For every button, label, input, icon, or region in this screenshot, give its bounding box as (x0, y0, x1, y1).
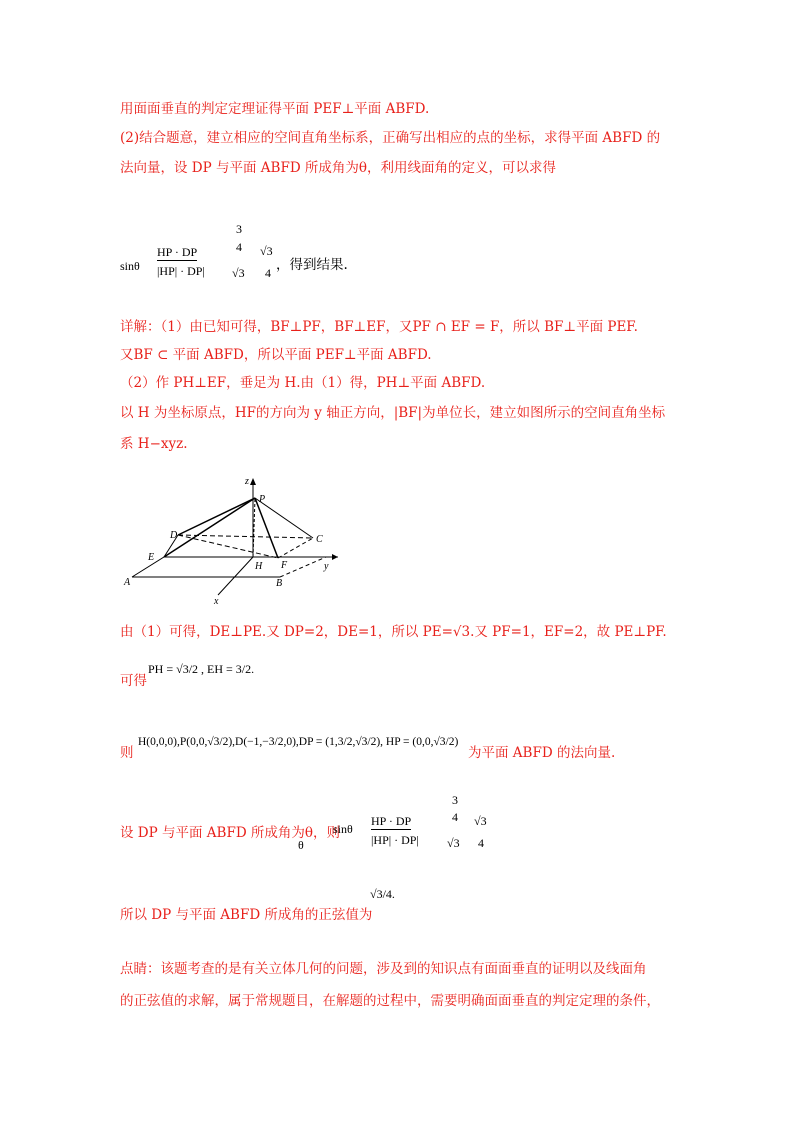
label-y: y (324, 561, 329, 572)
text-line-3: 法向量，设 DP 与平面 ABFD 所成角为θ，利用线面角的定义，可以求得 (120, 160, 557, 176)
label-H: H (255, 561, 263, 572)
theta-sub: θ (298, 838, 304, 852)
text-line-2: (2)结合题意，建立相应的空间直角坐标系，正确写出相应的点的坐标，求得平面 ABFD 的 (120, 130, 661, 146)
formula2-3: 3 (452, 793, 458, 807)
formula2-sqrt3: √3 (447, 836, 460, 850)
formula2-numerator: HP · DP (371, 814, 412, 828)
label-z: z (245, 476, 249, 487)
formula-sqrt3-b: √3 (260, 244, 273, 258)
formula-tail: ，得到结果. (276, 257, 348, 273)
label-F: F (281, 560, 288, 571)
after-fig-math-ph: PH = √3/2 , EH = 3/2. (148, 662, 255, 676)
formula-denominator: |HP| · DP| (157, 264, 205, 278)
formula-3: 3 (236, 222, 242, 236)
label-C: C (316, 534, 323, 545)
formula-4-b: 4 (265, 266, 271, 280)
formula-4: 4 (236, 240, 242, 254)
solution-line-4: 以 H 为坐标原点，HF的方向为 y 轴正方向，|BF|为单位长，建立如图所示的空间直角坐标 (120, 405, 666, 421)
label-x: x (214, 596, 219, 607)
after-fig-math-coords: H(0,0,0),P(0,0,√3/2),D(−1,−3/2,0),DP = (1,3/2,√3/2), HP = (0,0,√3/2) (138, 736, 459, 748)
label-E: E (148, 552, 155, 563)
formula2-sqrt3-b: √3 (474, 814, 487, 828)
pyramid-figure (118, 472, 348, 607)
formula-sin-label: sinθ (120, 259, 140, 273)
result-value: √3/4. (370, 887, 395, 901)
formula-sqrt3: √3 (232, 266, 245, 280)
remark-line-1: 点睛：该题考查的是有关立体几何的问题，涉及到的知识点有面面垂直的证明以及线面角 (120, 961, 647, 977)
formula2-denominator: |HP| · DP| (371, 833, 419, 847)
formula-numerator: HP · DP (157, 245, 198, 259)
formula2-sin-label: sinθ (333, 822, 353, 836)
label-P: P (259, 494, 266, 505)
label-A: A (124, 577, 131, 588)
solution-line-5: 系 H−xyz. (120, 436, 188, 452)
after-fig-normal-vector: 为平面 ABFD 的法向量. (468, 745, 616, 761)
after-fig-line-1: 由（1）可得，DE⊥PE.又 DP=2，DE=1，所以 PE=√3.又 PF=1，EF=2，故 PE⊥PF. (120, 624, 667, 640)
remark-line-2: 的正弦值的求解，属于常规题目，在解题的过程中，需要明确面面垂直的判定定理的条件， (120, 993, 660, 1009)
label-B: B (276, 578, 283, 589)
after-fig-label-ze: 则 (120, 745, 134, 761)
result-line: 所以 DP 与平面 ABFD 所成角的正弦值为 (120, 907, 373, 923)
solution-line-3: （2）作 PH⊥EF，垂足为 H.由（1）得，PH⊥平面 ABFD. (120, 375, 486, 391)
formula2-4: 4 (452, 810, 458, 824)
formula2-4-b: 4 (478, 836, 484, 850)
label-D: D (170, 530, 178, 541)
angle-line: 设 DP 与平面 ABFD 所成角为θ，则 (120, 825, 341, 841)
after-fig-label-kede: 可得 (120, 673, 147, 689)
solution-line-1: 详解：（1）由已知可得，BF⊥PF，BF⊥EF，又PF ∩ EF = F，所以 BF⊥平面 PEF. (120, 319, 638, 335)
text-line-1: 用面面垂直的判定定理证得平面 PEF⊥平面 ABFD. (120, 101, 430, 117)
solution-line-2: 又BF ⊂ 平面 ABFD，所以平面 PEF⊥平面 ABFD. (120, 347, 432, 363)
